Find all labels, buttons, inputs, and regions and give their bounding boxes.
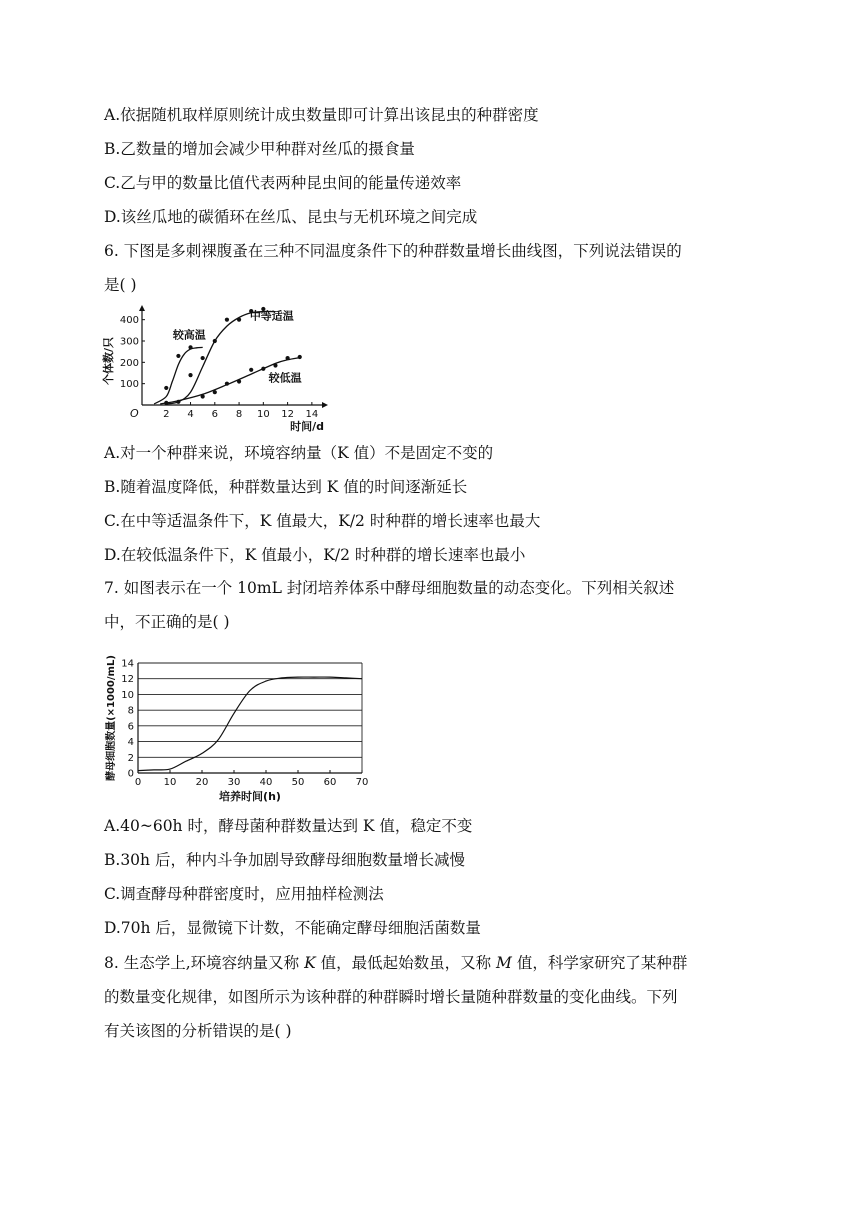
y-tick-label: 10 xyxy=(121,689,134,701)
data-point xyxy=(213,339,217,343)
x-axis-arrow-icon xyxy=(322,402,328,408)
q7-option-c: C.调查酵母种群密度时，应用抽样检测法 xyxy=(104,885,384,903)
y-tick-label: 300 xyxy=(119,336,139,348)
data-point xyxy=(237,379,241,383)
x-tick-label: 4 xyxy=(187,409,194,420)
data-point xyxy=(201,356,205,360)
y-tick-label: 4 xyxy=(127,737,134,749)
q8-stem-line1 xyxy=(104,952,687,974)
q5-option-a: A.依据随机取样原则统计成虫数量即可计算出该昆虫的种群密度 xyxy=(104,106,539,124)
q8-stem-line2: 的数量变化规律，如图所示为该种群的种群瞬时增长量随种群数量的变化曲线。下列 xyxy=(104,988,678,1006)
x-tick-label: 0 xyxy=(134,777,142,788)
x-tick-label: 14 xyxy=(305,409,319,420)
q8-text-c: 值，科学家研究了某种群 xyxy=(511,954,688,972)
data-point xyxy=(213,390,217,394)
data-point xyxy=(176,354,180,358)
q8-text-b: 值，最低起始数虽，又称 xyxy=(315,954,497,972)
y-tick-label: 6 xyxy=(127,721,134,733)
q7-option-a: A.40~60h 时，酵母菌种群数量达到 K 值，稳定不变 xyxy=(104,817,473,835)
population-growth-chart xyxy=(102,303,338,437)
x-tick-label: 10 xyxy=(256,409,270,420)
data-point xyxy=(188,373,192,377)
y-axis-arrow-icon xyxy=(139,305,145,311)
q7-option-d: D.70h 后，显微镜下计数，不能确定酵母细胞活菌数量 xyxy=(104,919,481,937)
q6-option-a: A.对一个种群来说，环境容纳量（K 值）不是固定不变的 xyxy=(104,444,494,462)
data-point xyxy=(164,401,168,405)
x-tick-label: 10 xyxy=(163,777,177,788)
data-point xyxy=(225,318,229,322)
y-tick-label: 400 xyxy=(119,315,139,327)
data-point xyxy=(298,355,302,359)
x-axis-label: 培养时间(h) xyxy=(219,790,281,803)
q6-option-c: C.在中等适温条件下，K 值最大，K/2 时种群的增长速率也最大 xyxy=(104,512,541,530)
x-tick-label: 2 xyxy=(163,409,170,420)
q8-k-symbol: K xyxy=(304,954,316,972)
y-axis-label: 个体数/只 xyxy=(102,336,115,386)
data-point xyxy=(176,400,180,404)
q8-stem-line3: 有关该图的分析错误的是( ) xyxy=(104,1022,292,1040)
y-tick-label: 200 xyxy=(119,357,139,369)
q5-option-c: C.乙与甲的数量比值代表两种昆虫间的能量传递效率 xyxy=(104,174,462,192)
y-tick-label: 2 xyxy=(127,752,134,764)
q7-stem-line2: 中，不正确的是( ) xyxy=(104,613,230,631)
data-point xyxy=(164,386,168,390)
data-point xyxy=(225,382,229,386)
data-point xyxy=(237,318,241,322)
x-tick-label: 50 xyxy=(291,777,305,788)
q5-option-b: B.乙数量的增加会减少甲种群对丝瓜的摄食量 xyxy=(104,140,415,158)
data-point xyxy=(273,363,277,367)
x-tick-label: 70 xyxy=(355,777,369,788)
y-tick-label: 8 xyxy=(127,705,134,717)
q6-stem-line1: 6. 下图是多刺裸腹蚤在三种不同温度条件下的种群数量增长曲线图，下列说法错误的 xyxy=(104,242,682,260)
q8-text-a: 8. 生态学上,环境容纳量又称 xyxy=(104,954,305,972)
q5-option-d: D.该丝瓜地的碳循环在丝瓜、昆虫与无机环境之间完成 xyxy=(104,208,478,226)
y-tick-label: 0 xyxy=(127,768,134,780)
q7-stem-line1: 7. 如图表示在一个 10mL 封闭培养体系中酵母细胞数量的动态变化。下列相关叙述 xyxy=(104,579,675,597)
data-point xyxy=(201,394,205,398)
data-point xyxy=(188,345,192,349)
x-tick-label: 8 xyxy=(235,409,243,420)
series-curve-2 xyxy=(166,311,275,403)
y-tick-label: 14 xyxy=(121,658,134,670)
yeast-growth-chart xyxy=(102,645,380,807)
series-label: 较高温 xyxy=(172,328,206,342)
x-tick-label: 30 xyxy=(227,777,241,788)
data-point xyxy=(261,367,265,371)
series-label: 中等适温 xyxy=(249,309,294,323)
x-axis-label: 时间/d xyxy=(290,420,324,433)
x-tick-label: 60 xyxy=(323,777,337,788)
data-point xyxy=(249,368,253,372)
q6-stem-line2: 是( ) xyxy=(104,276,137,294)
x-tick-label: 12 xyxy=(281,409,294,420)
series-label: 较低温 xyxy=(268,371,302,385)
y-tick-label: 12 xyxy=(121,674,134,686)
x-tick-label: 6 xyxy=(211,409,218,420)
x-tick-label: 40 xyxy=(259,777,273,788)
q6-option-d: D.在较低温条件下，K 值最小，K/2 时种群的增长速率也最小 xyxy=(104,546,526,564)
y-tick-label: 100 xyxy=(119,379,139,391)
data-point xyxy=(286,356,290,360)
y-axis-label: 酵母细胞数量(×1000/mL) xyxy=(106,655,117,781)
x-tick-label: 20 xyxy=(195,777,209,788)
origin-label: O xyxy=(130,407,139,420)
q8-m-symbol: M xyxy=(496,954,512,972)
q6-option-b: B.随着温度降低，种群数量达到 K 值的时间逐渐延长 xyxy=(104,478,468,496)
series-curve xyxy=(138,677,362,771)
q7-option-b: B.30h 后，种内斗争加剧导致酵母细胞数量增长减慢 xyxy=(104,851,465,869)
